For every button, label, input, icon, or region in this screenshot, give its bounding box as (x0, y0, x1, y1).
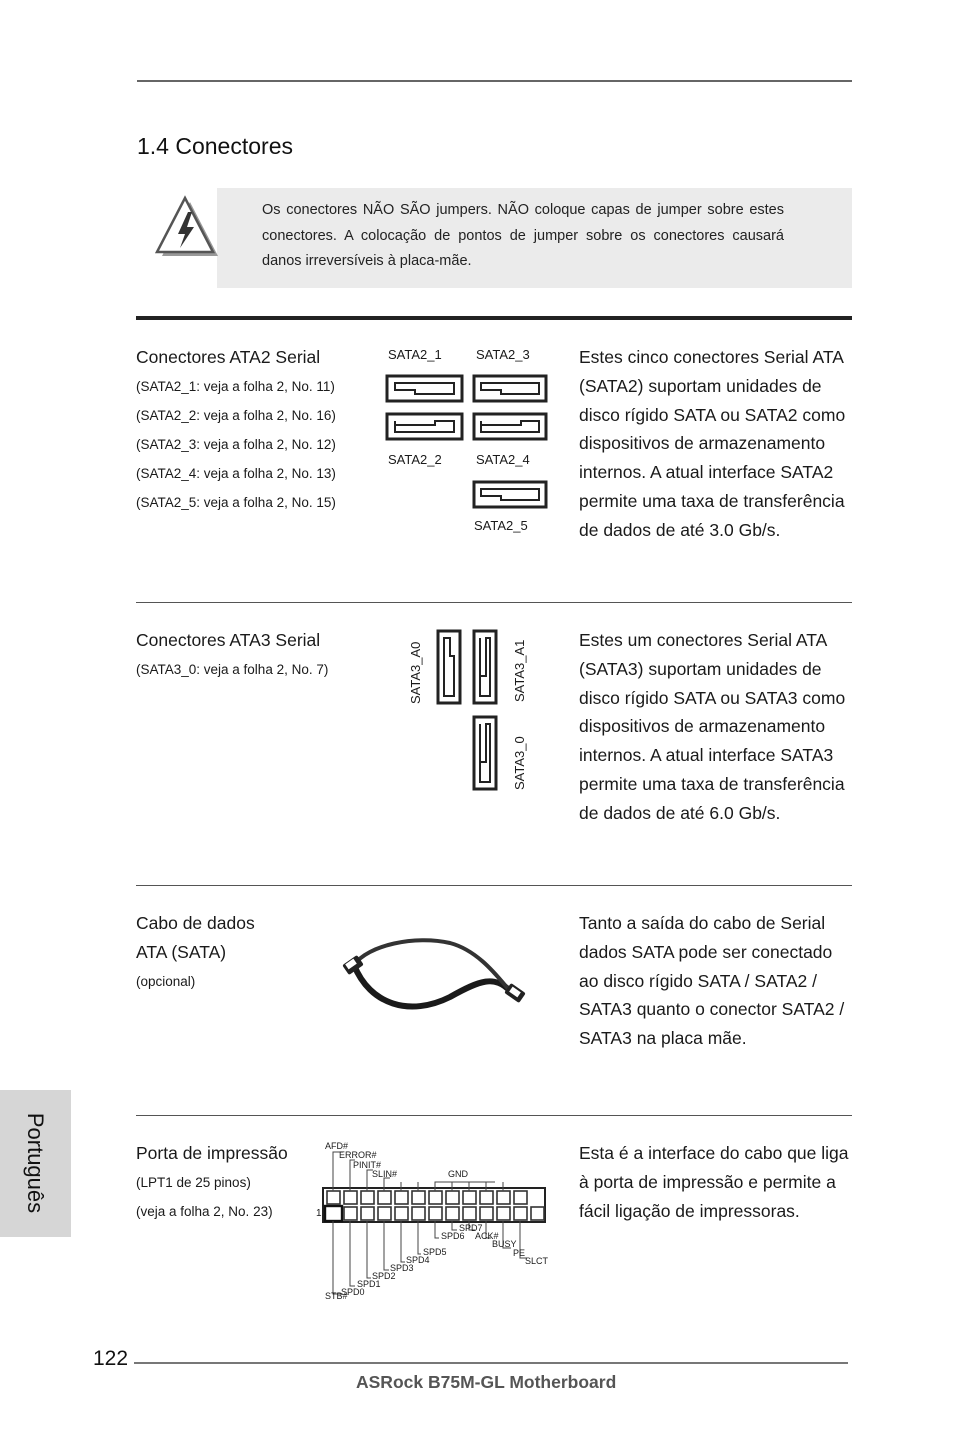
pin-label: PE (513, 1248, 526, 1258)
cable-heading-line1: Cabo de dados (136, 913, 255, 933)
pin-label: SPD2 (372, 1271, 396, 1281)
lpt-header-diagram (315, 1140, 555, 1300)
sata3-heading: Conectores ATA3 Serial (136, 630, 321, 650)
sata2-port-4 (474, 414, 546, 439)
lpt-ref: (veja a folha 2, No. 23) (136, 1204, 273, 1219)
lpt-description: Esta é a interface do cabo que liga à porta de impressão e permite a fácil ligação de impressoras. (579, 1143, 849, 1221)
pin-label: SPD7 (459, 1223, 483, 1233)
sata3-description: Estes um conectores Serial ATA (SATA3) suportam unidades de disco rígido SATA ou SATA3 como dispositivos de armazenamento internos. A atual interface SATA3 permite uma taxa de transferência de dados de até 6.0 Gb/s. (579, 630, 846, 823)
sata3-0-port (474, 717, 496, 789)
sata2-ref: (SATA2_4: veja a folha 2, No. 13) (136, 466, 336, 481)
cable-description: Tanto a saída do cabo de Serial dados SATA pode ser conectado ao disco rígido SATA / SATA2 / SATA3 quanto o conector SATA2 / SATA3 na placa mãe. (579, 913, 845, 1049)
pin-label: ERROR# (339, 1150, 377, 1160)
pin-label: SPD1 (357, 1279, 381, 1289)
pin-label: SPD0 (341, 1287, 365, 1297)
section-rule (136, 1115, 852, 1116)
pin-label: BUSY (492, 1239, 517, 1249)
language-side-tab (0, 1090, 71, 1237)
sata3-a1-port (474, 631, 496, 703)
language-side-tab-label: Português (23, 1112, 48, 1214)
sata3-a0-port (438, 631, 460, 703)
footer-product-name: ASRock B75M-GL Motherboard (356, 1372, 617, 1392)
pin-label: SLIN# (372, 1169, 398, 1179)
pin-label: ACK# (475, 1231, 499, 1241)
sata2-ref: (SATA2_1: veja a folha 2, No. 11) (136, 379, 335, 394)
pin-label: SPD6 (441, 1231, 465, 1241)
sata2-heading: Conectores ATA2 Serial (136, 347, 321, 367)
section-rule-thick (136, 316, 852, 320)
footer-rule (134, 1362, 848, 1364)
pin-label: AFD# (325, 1141, 349, 1151)
sata2-description: Estes cinco conectores Serial ATA (SATA2) suportam unidades de disco rígido SATA ou SATA2 como dispositivos de armazenamento internos. A atual interface SATA2 permite uma taxa de transferência de dados de até 3.0 Gb/s. (579, 347, 846, 540)
section-rule (136, 885, 852, 886)
lpt-pins: (LPT1 de 25 pinos) (136, 1175, 251, 1190)
section-title: 1.4 Conectores (137, 133, 293, 159)
sata-cable-illustration (330, 935, 530, 1030)
sata3-a0-label: SATA3_A0 (408, 641, 423, 704)
pin-label: SPD4 (406, 1255, 430, 1265)
sata2-port-1 (387, 376, 462, 401)
sata2-refs (136, 372, 336, 517)
sata3-0-label: SATA3_0 (512, 736, 527, 790)
pin-label: GND (448, 1169, 468, 1179)
pin-label: SPD3 (390, 1263, 414, 1273)
sata3-a1-label: SATA3_A1 (512, 639, 527, 702)
pin-label: STB# (325, 1291, 348, 1301)
sata2-ref: (SATA2_5: veja a folha 2, No. 15) (136, 495, 336, 510)
sata2-1-label: SATA2_1 (388, 347, 442, 362)
pin-label: PINIT# (353, 1160, 382, 1170)
section-rule (136, 602, 852, 603)
pin-label: SLCT (525, 1256, 549, 1266)
warning-triangle-icon (152, 194, 222, 262)
top-rule (137, 80, 852, 82)
sata2-2-label: SATA2_2 (388, 452, 442, 467)
sata3-ref: (SATA3_0: veja a folha 2, No. 7) (136, 662, 329, 677)
pin-1-label: 1 (316, 1208, 322, 1219)
cable-optional: (opcional) (136, 974, 196, 989)
lpt-heading: Porta de impressão (136, 1143, 288, 1163)
sata2-4-label: SATA2_4 (476, 452, 530, 467)
cable-heading-line2: ATA (SATA) (136, 942, 227, 962)
page-number: 122 (93, 1347, 129, 1370)
lpt-pin-header (315, 1140, 555, 1300)
sata2-ref: (SATA2_3: veja a folha 2, No. 12) (136, 437, 336, 452)
pin-label: SPD5 (423, 1247, 447, 1257)
sata2-port-3 (474, 376, 546, 401)
sata2-3-label: SATA2_3 (476, 347, 530, 362)
sata2-port-5 (474, 482, 546, 507)
sata2-5-label: SATA2_5 (474, 518, 528, 533)
sata2-connector-diagram (385, 372, 555, 512)
sata2-port-2 (387, 414, 462, 439)
warning-text: Os conectores NÃO SÃO jumpers. NÃO coloque capas de jumper sobre estes conectores. A colocação de pontos de jumper sobre os conectores causará danos irreversíveis à placa-mãe. (262, 202, 784, 269)
sata2-ref: (SATA2_2: veja a folha 2, No. 16) (136, 408, 336, 423)
sata3-connector-diagram (434, 628, 504, 792)
